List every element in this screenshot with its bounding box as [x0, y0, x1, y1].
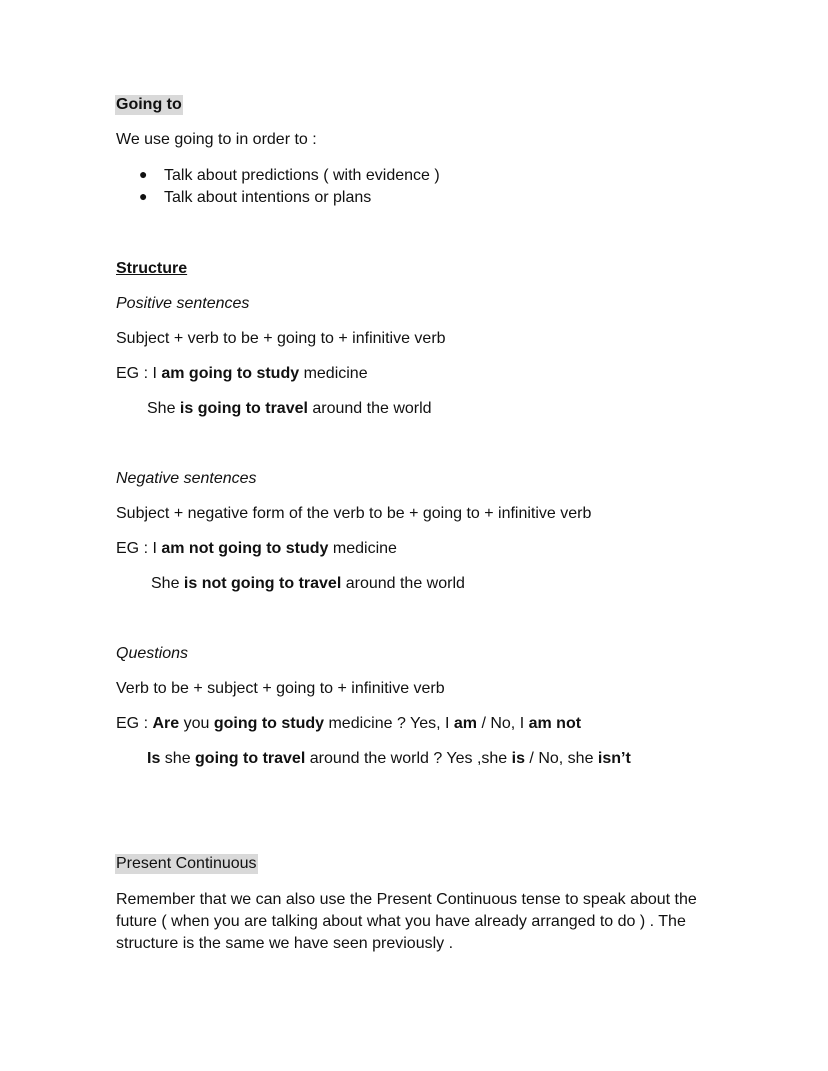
bold-phrase: going to travel [195, 750, 306, 767]
text-segment: medicine [299, 365, 368, 382]
negative-example-1 [116, 539, 397, 559]
text-segment: She [151, 575, 184, 592]
text-segment: / No, I [477, 715, 529, 732]
bold-phrase: is going to travel [179, 400, 308, 417]
bold-phrase: am going to study [161, 365, 300, 382]
structure-heading: Structure [116, 260, 188, 277]
bullet-icon: ● [139, 188, 148, 204]
negative-formula: Subject + negative form of the verb to be + going to + infinitive verb [116, 505, 592, 522]
questions-formula: Verb to be + subject + going to + infinitive verb [116, 680, 445, 697]
text-segment: EG : [116, 715, 153, 732]
text-segment: medicine [328, 540, 397, 557]
bold-phrase: am not [528, 715, 582, 732]
bold-phrase: Are [152, 715, 180, 732]
text-segment: around the world [307, 400, 432, 417]
text-segment: around the world ? Yes ,she [305, 750, 512, 767]
text-segment: EG : I [116, 540, 162, 557]
present-continuous-heading: Present Continuous [116, 855, 257, 872]
text-segment: EG : I [116, 365, 162, 382]
questions-label: Questions [116, 645, 189, 662]
bold-phrase: am not going to study [161, 540, 329, 557]
negative-example-2 [151, 574, 465, 594]
bold-phrase: is not going to travel [183, 575, 342, 592]
text-segment: you [179, 715, 214, 732]
intro-text: We use going to in order to : [116, 131, 317, 148]
use-item: Talk about intentions or plans [164, 189, 372, 206]
bold-phrase: am [453, 715, 478, 732]
bold-phrase: going to study [213, 715, 325, 732]
questions-example-1 [116, 714, 581, 734]
text-segment: medicine ? Yes, I [324, 715, 454, 732]
positive-formula: Subject + verb to be + going to + infinitive verb [116, 330, 446, 347]
negative-label: Negative sentences [116, 470, 257, 487]
bold-phrase: Is [147, 750, 161, 767]
bold-phrase: is [511, 750, 525, 767]
text-segment: around the world [341, 575, 465, 592]
positive-label: Positive sentences [116, 295, 250, 312]
present-continuous-text: Remember that we can also use the Present Continuous tense to speak about the future ( when you are talking about what you have already arranged to do ) . The structure is the same we have seen previously . [116, 891, 697, 952]
bullet-icon: ● [139, 166, 148, 182]
use-item: Talk about predictions ( with evidence ) [164, 167, 440, 184]
positive-example-2 [147, 399, 432, 419]
positive-example-1 [116, 364, 368, 384]
text-segment: / No, she [524, 750, 598, 767]
bold-phrase: isn’t [597, 750, 631, 767]
page-title: Going to [116, 96, 182, 113]
text-segment: she [160, 750, 196, 767]
questions-example-2 [147, 749, 631, 769]
text-segment: She [147, 400, 180, 417]
